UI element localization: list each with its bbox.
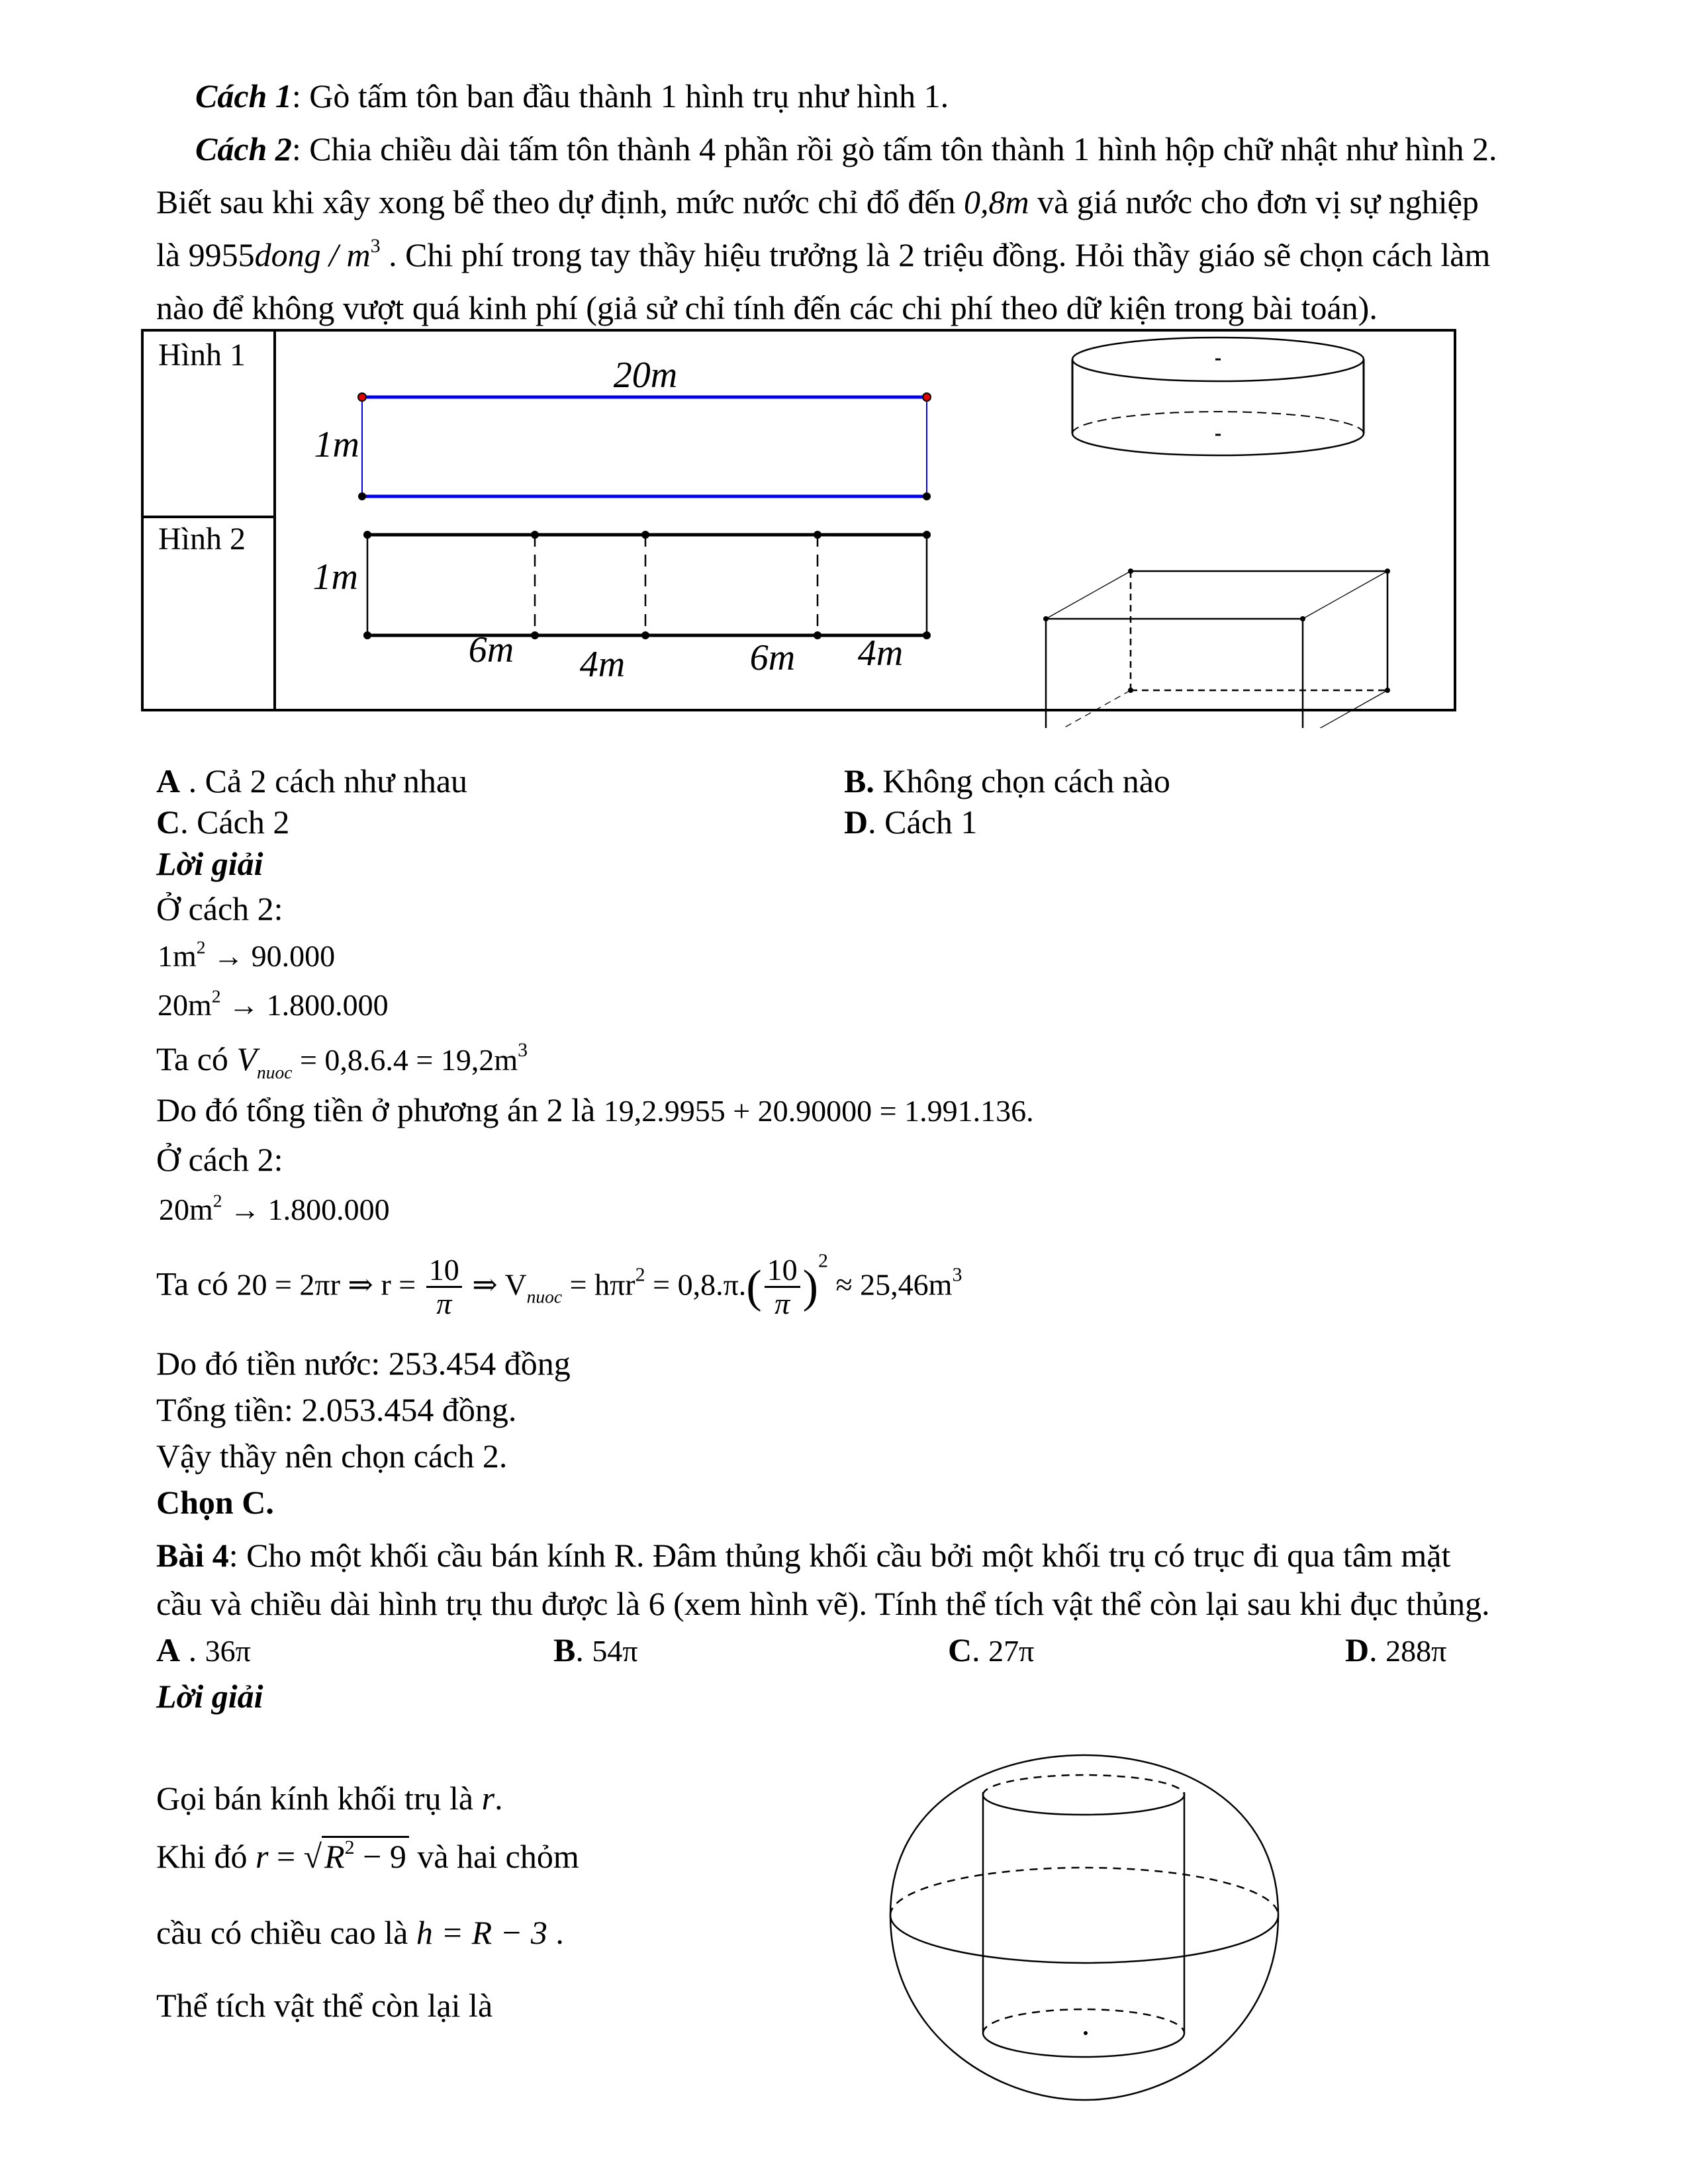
solution-line [159, 1190, 390, 1226]
solution-line [158, 936, 336, 973]
sphere-cylinder-figure [861, 1721, 1324, 2144]
subscript: nuoc [256, 1062, 293, 1083]
fig1-height-label: 1m [314, 424, 359, 465]
math-text: h = R − 3 [416, 1914, 547, 1951]
segment-label: 4m [857, 633, 904, 674]
math-text: 19,2.9955 + 20.90000 = 1.991.136. [603, 1094, 1034, 1128]
option-separator: . [180, 1631, 205, 1668]
solution-text: Gọi bán kính khối trụ là [156, 1780, 482, 1817]
option-a [156, 1633, 251, 1666]
solution-line [156, 1916, 564, 1949]
fraction-numerator: 10 [426, 1254, 462, 1288]
solution-line [156, 1837, 579, 1875]
option-separator: . [575, 1631, 592, 1668]
fig1-length-label: 20m [613, 355, 678, 396]
vertex-point [641, 531, 649, 539]
cylinder-bottom-back-arc [983, 2009, 1184, 2033]
option-d [844, 805, 977, 839]
box-figure [1043, 569, 1390, 728]
option-value: 27π [988, 1634, 1035, 1668]
solution-line [158, 985, 389, 1022]
exponent: 3 [518, 1039, 528, 1061]
exponent: 2 [344, 1837, 355, 1858]
solution-text: cầu có chiều cao là [156, 1914, 416, 1951]
fig2-height-label: 1m [312, 557, 358, 598]
fraction [765, 1254, 800, 1320]
solution-text: Khi đó [156, 1838, 256, 1875]
row-label-hinh-1: Hình 1 [158, 338, 246, 373]
statement-text: và giá nước cho đơn vị sự nghiệp [1029, 183, 1479, 220]
math-text: ⇒ V [464, 1267, 527, 1302]
solution-heading: Lời giải [156, 845, 263, 882]
option-b [553, 1633, 638, 1666]
math-text: r [256, 1838, 269, 1875]
option-c [948, 1633, 1034, 1666]
figure-1-sheet [314, 355, 931, 500]
box-edge [1046, 571, 1131, 619]
water-price-value: 9955 [188, 236, 255, 273]
solution-line: Do đó tiền nước: 253.454 đồng [156, 1345, 571, 1382]
vertex-point [1385, 569, 1390, 574]
problem-text: : Cho một khối cầu bán kính R. Đâm thủng khối cầu bởi một khối trụ có trục đi qua tâm mặt [228, 1537, 1451, 1574]
cylinder-figure [1072, 338, 1364, 455]
option-key: B. [844, 762, 874, 799]
fraction-numerator: 10 [765, 1254, 800, 1288]
water-price-unit: dong / m [254, 236, 371, 273]
cylinder-top-back-arc [983, 1775, 1184, 1795]
option-separator: . [972, 1631, 989, 1668]
option-key: C [156, 803, 181, 841]
option-key: A [156, 762, 181, 799]
equator-front-arc [890, 1915, 1278, 1963]
vertex-point [814, 631, 821, 639]
row-label-hinh-2: Hình 2 [158, 522, 246, 557]
math-text: → 90.000 [205, 939, 336, 973]
solution-text: và hai chỏm [408, 1838, 579, 1875]
answer-line: Chọn C. [156, 1484, 274, 1521]
option-value: 288π [1385, 1634, 1447, 1668]
math-text: V [236, 1040, 257, 1077]
solution-text: Ta có [156, 1040, 237, 1077]
option-b [844, 764, 1170, 797]
math-text: ≈ 25,46m [827, 1267, 953, 1302]
option-a [156, 764, 467, 797]
solution-text: . [547, 1914, 564, 1951]
cylinder-bottom-front-arc [983, 2033, 1184, 2057]
exponent: 2 [635, 1263, 645, 1286]
statement-text: nào để không vượt quá kinh phí (giả sử chỉ tính đến các chi phí theo dữ kiện trong bài toán). [156, 289, 1378, 326]
right-paren: ) [802, 1261, 818, 1312]
math-text: → 1.800.000 [220, 988, 389, 1022]
vertex-point [1300, 616, 1305, 621]
vertex-point [531, 631, 539, 639]
square-root [322, 1836, 409, 1875]
solution-text: . [494, 1780, 503, 1817]
math-text: R [324, 1838, 345, 1875]
vertex-point [363, 631, 371, 639]
math-text: = √ [268, 1838, 322, 1875]
math-text: r [481, 1780, 495, 1817]
problem4-line-1 [156, 1539, 1450, 1572]
vertex-point [923, 492, 931, 500]
vertex-point [641, 631, 649, 639]
center-point [1084, 2031, 1088, 2035]
problem4-line-2: cầu và chiều dài hình trụ thu được là 6 (xem hình vẽ). Tính thể tích vật thể còn lại sau khi đục thủng. [156, 1585, 1490, 1622]
vertex-point [363, 531, 371, 539]
option-key: A [156, 1631, 181, 1668]
cylinder-bottom-front-arc [1072, 433, 1364, 455]
vertex-point [1385, 688, 1390, 693]
option-key: C [948, 1631, 972, 1668]
solution-line [156, 1782, 503, 1815]
option-value: 36π [205, 1634, 251, 1668]
math-text: − 9 [354, 1838, 406, 1875]
math-text: 1m [158, 939, 197, 973]
solution-text: Ta có [156, 1265, 237, 1302]
math-text: 20m [159, 1193, 213, 1226]
vertex-point [814, 531, 821, 539]
option-d [1345, 1633, 1446, 1666]
left-paren: ( [746, 1261, 762, 1312]
solution-line: Thể tích vật thể còn lại là [156, 1987, 493, 2024]
box-front-face [1046, 619, 1303, 728]
option-key: D [1345, 1631, 1370, 1668]
math-text: 20 = 2πr ⇒ r = [236, 1267, 424, 1302]
option-c [156, 805, 289, 839]
solution-line: Ở cách 2: [156, 890, 283, 927]
fraction-denominator: π [436, 1287, 452, 1321]
segment-label: 6m [749, 637, 796, 678]
cach1-label: Cách 1 [195, 77, 292, 114]
segment-label: 4m [579, 644, 626, 685]
box-edge [1303, 690, 1387, 728]
exponent: 2 [212, 1190, 222, 1211]
option-text: . Cách 2 [180, 803, 290, 841]
option-text: Không chọn cách nào [874, 762, 1170, 799]
math-text: → 1.800.000 [222, 1193, 390, 1226]
vertex-point [358, 393, 366, 401]
statement-text: là [156, 236, 189, 273]
option-text: . Cả 2 cách như nhau [180, 762, 468, 799]
figure-drawings [0, 0, 1688, 728]
box-edge [1303, 571, 1387, 619]
cylinder-top-front-arc [983, 1795, 1184, 1815]
segment-label: 6m [468, 629, 514, 670]
vertex-point [923, 531, 931, 539]
cach1-text: : Gò tấm tôn ban đầu thành 1 hình trụ như hình 1. [291, 77, 949, 114]
vertex-point [923, 393, 931, 401]
solution-line [156, 1039, 528, 1083]
water-level-math: 0,8m [964, 183, 1029, 220]
solution-heading: Lời giải [156, 1678, 263, 1715]
statement-text: Biết sau khi xây xong bể theo dự định, mức nước chỉ đổ đến [156, 183, 964, 220]
option-key: B [553, 1631, 576, 1668]
solution-line: Ở cách 2: [156, 1141, 283, 1178]
math-text: = hπr [562, 1267, 635, 1302]
problem4-label: Bài 4 [156, 1537, 229, 1574]
exponent: 3 [370, 235, 381, 257]
solution-line [156, 1250, 962, 1321]
box-hidden-edge [1046, 690, 1131, 728]
math-text: = 0,8.6.4 = 19,2m [292, 1043, 518, 1077]
vertex-point [531, 531, 539, 539]
vertex-point [1128, 569, 1133, 574]
vertex-point [1043, 616, 1049, 621]
fraction-denominator: π [774, 1287, 790, 1321]
solution-line: Vậy thầy nên chọn cách 2. [156, 1437, 508, 1475]
cach2-label: Cách 2 [195, 130, 292, 167]
cach2-text: : Chia chiều dài tấm tôn thành 4 phần rồi gò tấm tôn thành 1 hình hộp chữ nhật như hình 2. [291, 130, 1497, 167]
exponent: 2 [196, 936, 206, 958]
sphere-outline [890, 1755, 1278, 2100]
solution-line: Tổng tiền: 2.053.454 đồng. [156, 1391, 517, 1428]
equator-back-arc [890, 1868, 1278, 1915]
option-text: . Cách 1 [868, 803, 978, 841]
exponent: 3 [952, 1263, 962, 1286]
math-text: = 0,8.π. [645, 1267, 747, 1302]
vertex-point [923, 631, 931, 639]
option-value: 54π [592, 1634, 638, 1668]
exponent: 2 [818, 1250, 828, 1272]
solution-line [156, 1093, 1034, 1126]
option-separator: . [1369, 1631, 1386, 1668]
subscript: nuoc [526, 1286, 563, 1307]
exponent: 2 [211, 985, 221, 1007]
statement-text: . Chi phí trong tay thầy hiệu trưởng là 2 triệu đồng. Hỏi thầy giáo sẽ chọn cách làm [380, 236, 1491, 273]
cylinder-bottom-back-arc [1072, 412, 1364, 433]
option-key: D [844, 803, 868, 841]
math-text: 20m [158, 988, 212, 1022]
solution-text: Do đó tổng tiền ở phương án 2 là [156, 1091, 604, 1128]
fraction [426, 1254, 462, 1320]
figure-2-sheet [313, 531, 931, 685]
vertex-point [1128, 688, 1133, 693]
vertex-point [358, 492, 366, 500]
